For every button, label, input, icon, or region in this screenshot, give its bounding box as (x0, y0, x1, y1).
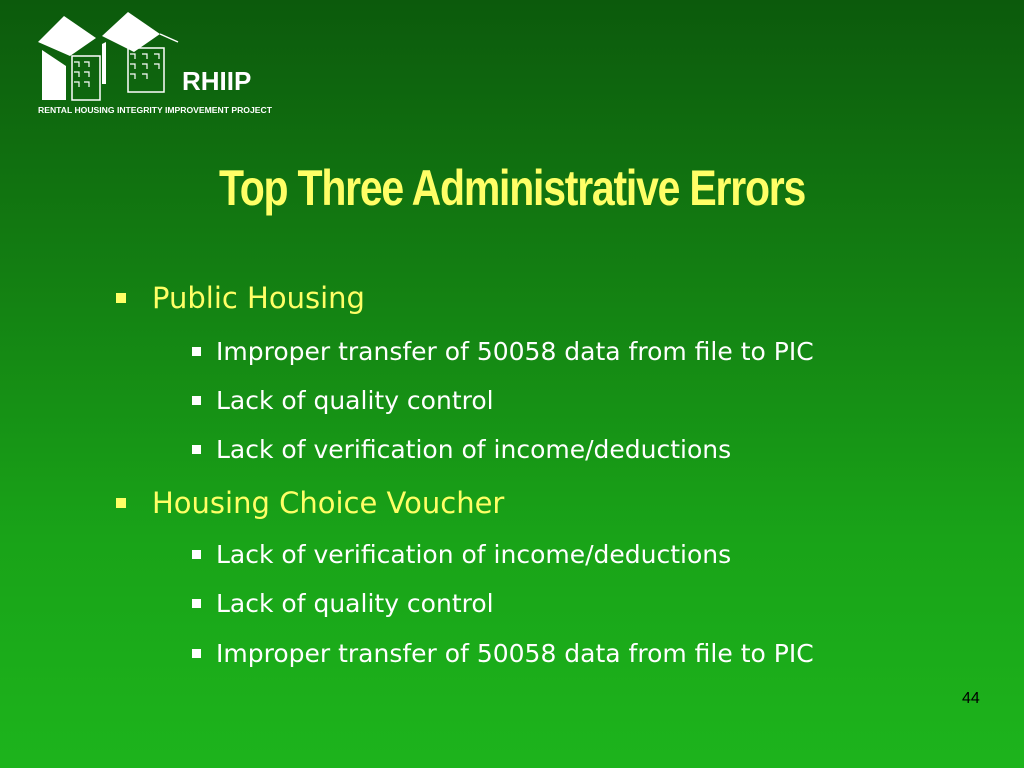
list-item (192, 435, 731, 464)
section-label: Housing Choice Voucher (152, 486, 505, 520)
list-item (192, 639, 814, 668)
list-item (192, 589, 494, 618)
list-item-text: Lack of verification of income/deductions (216, 435, 732, 464)
list-item-text: Lack of verification of income/deductions (216, 540, 732, 569)
section-public-housing (116, 281, 365, 315)
list-item-text: Lack of quality control (216, 386, 494, 415)
logo-name: RHIIP (182, 66, 252, 96)
square-bullet-icon (192, 550, 201, 559)
list-item-text: Improper transfer of 50058 data from file to PIC (216, 337, 814, 366)
square-bullet-icon (192, 445, 201, 454)
square-bullet-icon (116, 293, 126, 303)
slide-title: Top Three Administrative Errors (218, 160, 806, 216)
list-item (192, 386, 494, 415)
rhiip-logo (36, 8, 296, 120)
list-item (192, 337, 814, 366)
square-bullet-icon (192, 599, 201, 608)
section-label: Public Housing (152, 281, 365, 315)
list-item-text: Lack of quality control (216, 589, 494, 618)
square-bullet-icon (192, 347, 201, 356)
logo-subtitle: RENTAL HOUSING INTEGRITY IMPROVEMENT PROJECT (38, 105, 272, 115)
houses-icon (36, 8, 186, 104)
page-number: 44 (962, 690, 980, 707)
square-bullet-icon (192, 649, 201, 658)
list-item-text: Improper transfer of 50058 data from file to PIC (216, 639, 814, 668)
square-bullet-icon (192, 396, 201, 405)
square-bullet-icon (116, 498, 126, 508)
section-housing-choice-voucher (116, 486, 504, 520)
list-item (192, 540, 731, 569)
